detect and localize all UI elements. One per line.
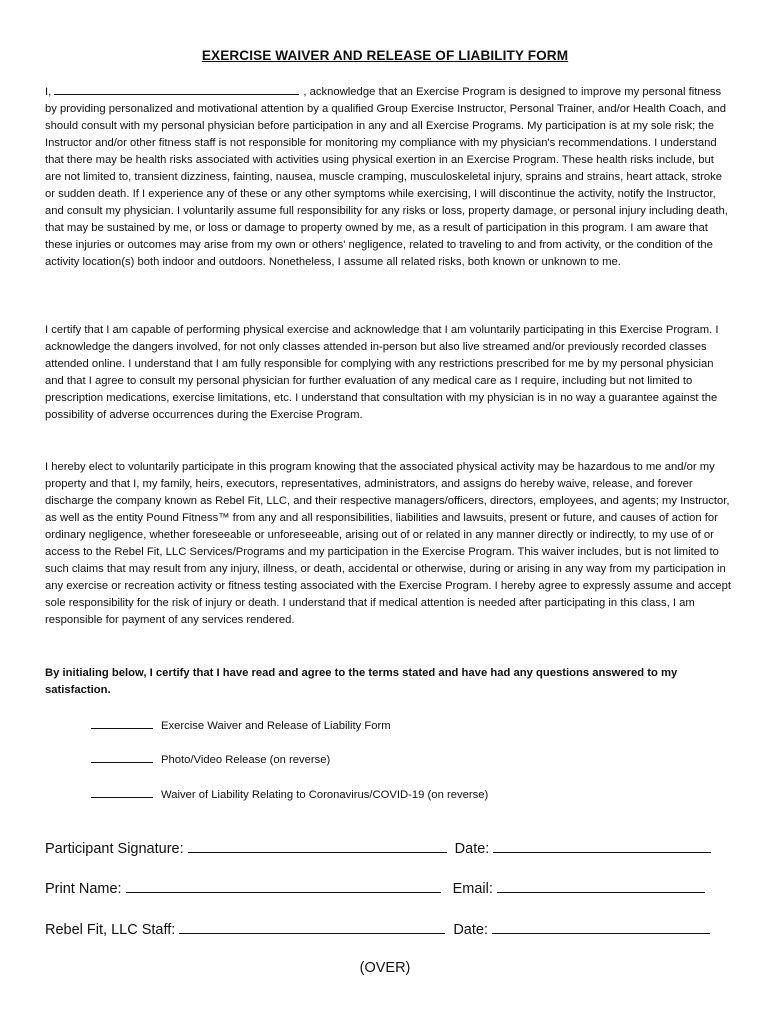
date-line-2[interactable] <box>492 919 710 934</box>
capability-paragraph: I certify that I am capable of performing physical exercise and acknowledge that I am voluntarily participating in this Exercise Program. I acknowledge the dangers involved, for not only classes attended in-person but also live streamed and/or previously recorded classes attended online. I understand that I am fully responsible for complying with any restrictions prescribed for me by my personal physician and that I agree to consult my personal physician for further evaluation of any medical care as I require, including but not limited to prescription medications, exercise limitations, etc. I understand that consultation with my physician is in no way a guarantee against the possibility of adverse occurrences during the Exercise Program. <box>45 324 719 421</box>
email-label: Email: <box>452 881 493 897</box>
participant-name-blank[interactable] <box>54 83 299 95</box>
initial-label-waiver: Exercise Waiver and Release of Liability Form <box>161 720 391 732</box>
acknowledgment-paragraph <box>45 83 733 271</box>
print-name-label: Print Name: <box>45 881 122 897</box>
paragraph-1-text: , acknowledge that an Exercise Program is designed to improve my personal fitness by providing personalized and motivational attention by a qualified Group Exercise Instructor, Personal Trainer, and/or Health Coach, and should consult with my personal physician before participation in any and all Exercise Programs. My participation is at my sole risk; the Instructor and/or other fitness staff is not responsible for monitoring my compliance with my physician's recommendations. I understand that there may be health risks associated with activities using physical exertion in an Exercise Program. These health risks include, but are not limited to, transient dizziness, fainting, nausea, muscle cramping, musculoskeletal injury, sprains and strains, heart attack, stroke or sudden death. If I experience any of these or any other symptoms while exercising, I will discontinue the activity, notify the Instructor, and consult my physician. I voluntarily assume full responsibility for any risks or loss, property damage, or personal injury including death, that may be sustained by me, or loss or damage to property owned by me, as a result of participation in this program. I am aware that these injuries or outcomes may arise from my own or others' negligence, related to traveling to and from activity, or the condition of the activity location(s) both indoor and outdoors. Nonetheless, I assume all related risks, both known or unknown to me. <box>45 86 728 268</box>
initial-label-photo: Photo/Video Release (on reverse) <box>161 754 331 766</box>
intro-prefix: I, <box>45 86 52 98</box>
initial-label-covid: Waiver of Liability Relating to Coronavirus/COVID-19 (on reverse) <box>161 789 489 801</box>
certify-statement: By initialing below, I certify that I have read and agree to the terms stated and have had any questions answered to my satisfaction. <box>45 667 678 696</box>
staff-row <box>45 919 725 939</box>
staff-label: Rebel Fit, LLC Staff: <box>45 922 176 938</box>
initial-row-covid <box>91 786 488 802</box>
print-name-line[interactable] <box>126 878 441 893</box>
form-title: EXERCISE WAIVER AND RELEASE OF LIABILITY FORM <box>201 48 569 63</box>
date-label-1: Date: <box>454 841 490 857</box>
print-name-row <box>45 878 725 898</box>
participant-signature-line[interactable] <box>188 838 447 853</box>
initial-row-photo <box>91 751 330 767</box>
staff-line[interactable] <box>179 919 445 934</box>
email-line[interactable] <box>497 878 705 893</box>
date-label-2: Date: <box>453 922 488 938</box>
initial-blank-covid[interactable] <box>91 786 153 798</box>
initial-row-waiver <box>91 717 391 733</box>
initial-blank-waiver[interactable] <box>91 717 153 729</box>
signature-row <box>45 838 725 858</box>
initial-blank-photo[interactable] <box>91 751 153 763</box>
release-paragraph: I hereby elect to voluntarily participate in this program knowing that the associated physical activity may be hazardous to me and/or my property and that I, my family, heirs, executors, representatives, administrators, and assigns do hereby waive, release, and forever discharge the company known as Rebel Fit, LLC, and their respective managers/officers, directors, employees, and agents; my Instructor, as well as the entity Pound Fitness™ from any and all responsibilities, liabilities and lawsuits, present or future, and causes of action for ordinary negligence, whether foreseeable or unforeseeable, arising out of or related in any manner directly or indirectly, to my use of or access to the Rebel Fit, LLC Services/Programs and my participation in the Exercise Program. This waiver includes, but is not limited to such claims that may result from any injury, illness, or death, accidental or otherwise, during or arising in any way from my participation in any exercise or recreation activity or fitness testing associated with the Exercise Program. I hereby agree to expressly assume and accept sole responsibility for the risk of injury or death. I understand that if medical attention is needed after participating in this class, I am responsible for payment of any services rendered. <box>45 461 731 626</box>
participant-signature-label: Participant Signature: <box>45 841 184 857</box>
over-indicator: (OVER) <box>359 960 411 976</box>
date-line-1[interactable] <box>493 838 711 853</box>
